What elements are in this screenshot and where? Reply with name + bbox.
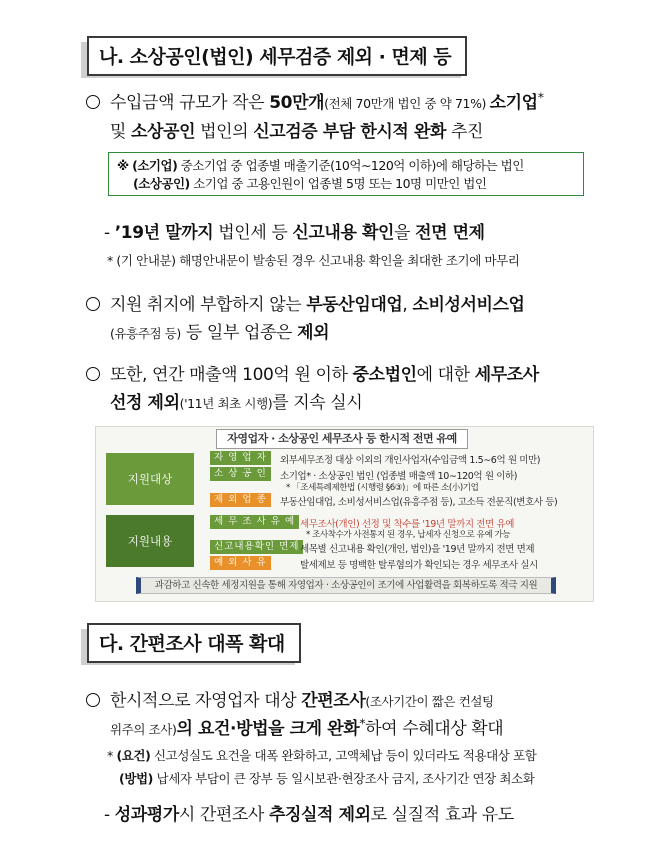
text-audit-deferral: 세무조사(개인) 선정 및 착수를 '19년 말까지 전면 유예: [300, 519, 514, 530]
note-method: (방법) 납세자 부담이 큰 장부 등 일시보관·현장조사 금지, 조사기간 연장 최소화: [119, 771, 535, 786]
circle-bullet-icon: [86, 297, 100, 311]
paragraph-simple-audit-line2: 위주의 조사)의 요건·방법을 크게 완화*하여 수혜대상 확대: [110, 715, 504, 739]
text-exception: 탈세제보 등 명백한 탈루혐의가 확인되는 경우 세무조사 실시: [300, 560, 538, 571]
dash-exemption: - ’19년 말까지 법인세 등 신고내용 확인을 전면 면제: [104, 223, 485, 243]
infographic-footer: 과감하고 신속한 세정지원을 통해 자영업자 · 소상공인이 조기에 사업활력을 회복하도록 적극 지원: [136, 577, 556, 594]
text-small-merchant: 소기업* · 소상공인 법인 (업종별 매출액 10∼120억 원 이하): [280, 471, 518, 482]
infographic-header: 자영업자 · 소상공인 세무조사 등 한시적 전면 유예: [216, 429, 468, 449]
support-infographic: [95, 426, 594, 602]
circle-bullet-icon: [86, 367, 100, 381]
tag-small-merchant: 소 상 공 인: [210, 467, 271, 481]
paragraph-audit-exclusion: 또한, 연간 매출액 100억 원 이하 중소법인에 대한 세무조사: [86, 360, 539, 385]
section-title-da: 다. 간편조사 대폭 확대: [87, 623, 301, 663]
paragraph-small-business: 수입금액 규모가 작은 50만개(전체 70만개 법인 중 약 71%) 소기업*: [86, 88, 544, 113]
tag-self-employed: 자 영 업 자: [210, 451, 271, 465]
text-self-employed: 외부세무조정 대상 이외의 개인사업자(수입금액 1.5∼6억 원 미만): [280, 455, 541, 466]
text-audit-deferral-note: * 조사착수가 사전통지 된 경우, 납세자 신청으로 유예 가능: [306, 530, 511, 540]
circle-bullet-icon: [86, 95, 100, 109]
support-target-label: 지원대상: [106, 453, 194, 505]
star-note-notified: * (기 안내분) 해명안내문이 발송된 경우 신고내용 확인을 최대한 조기에 마무리: [107, 253, 520, 268]
paragraph-excluded-industries: 지원 취지에 부합하지 않는 부동산임대업, 소비성서비스업: [86, 290, 525, 315]
tag-confirm-exempt: 신고내용확인 면제: [210, 540, 303, 554]
text-confirm-exempt: 세목별 신고내용 확인(개인, 법인)을 '19년 말까지 전면 면제: [300, 544, 535, 555]
note-line-small-business: ※ (소기업) 중소기업 중 업종별 매출기준(10억∼120억 이하)에 해당하는 법인: [117, 158, 524, 173]
text-small-merchant-note: * 「조세특례제한법 (시행령 §6③)」에 따른 소(小)기업: [286, 483, 479, 493]
circle-bullet-icon: [86, 693, 100, 707]
note-requirement: * (요건) 신고성실도 요건을 대폭 완화하고, 고액체납 등이 있더라도 적용대상 포함: [107, 748, 537, 763]
section-title-na: 나. 소상공인(법인) 세무검증 제외 · 면제 등: [87, 36, 467, 76]
paragraph-audit-exclusion-line2: 선정 제외('11년 최초 시행)를 지속 실시: [110, 393, 363, 413]
tag-audit-deferral: 세 무 조 사 유 예: [210, 515, 299, 529]
paragraph-small-business-line2: 및 소상공인 법인의 신고검증 부담 한시적 완화 추진: [110, 122, 484, 142]
paragraph-excluded-industries-line2: (유흥주점 등) 등 일부 업종은 제외: [110, 323, 330, 343]
paragraph-simple-audit: 한시적으로 자영업자 대상 간편조사(조사기간이 짧은 컨설팅: [86, 686, 494, 711]
dash-performance: - 성과평가시 간편조사 추징실적 제외로 실질적 효과 유도: [104, 805, 514, 825]
definition-note-box: [108, 152, 584, 196]
support-content-label: 지원내용: [106, 515, 194, 567]
tag-excluded: 제 외 업 종: [210, 493, 271, 507]
note-line-small-merchant: (소상공인) 소기업 중 고용인원이 업종별 5명 또는 10명 미만인 법인: [133, 176, 487, 191]
text-excluded: 부동산임대업, 소비성서비스업(유흥주점 등), 고소득 전문직(변호사 등): [280, 497, 558, 508]
tag-exception: 예 외 사 유: [210, 556, 271, 570]
